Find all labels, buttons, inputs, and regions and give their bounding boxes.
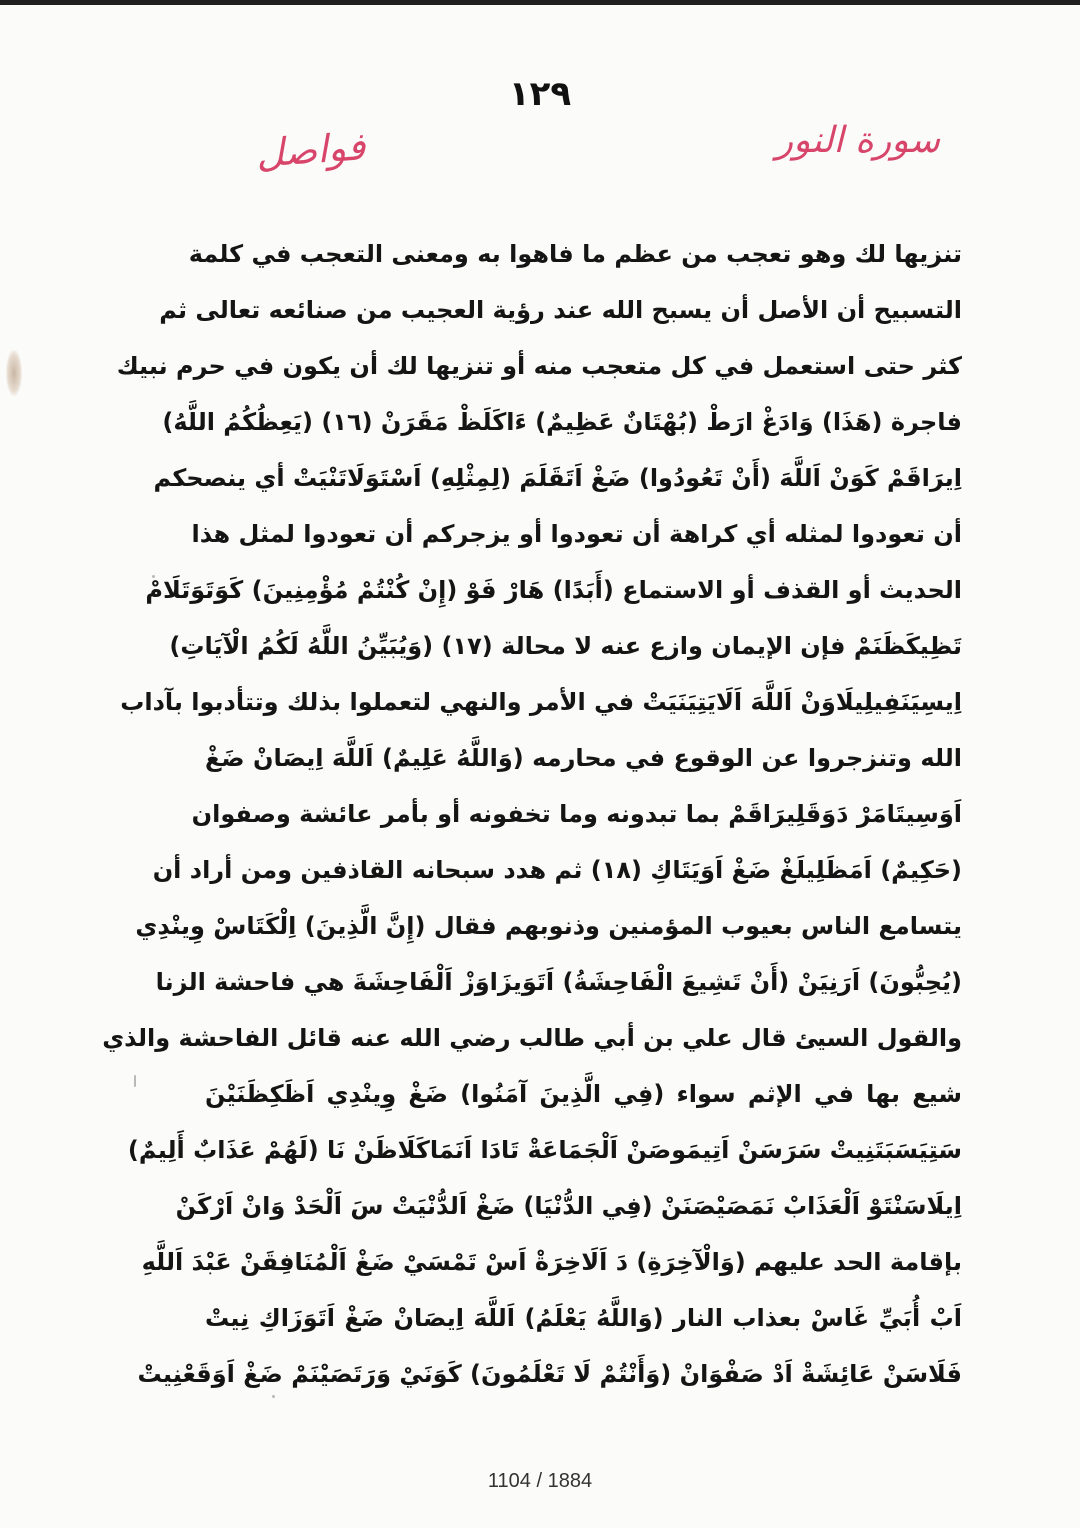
text-line: فَلَاسَنْ عَائِشَةْ اَدْ صَفْوَانْ (وَأَنْتُمْ لَا تَعْلَمُونَ) كَوَنَيْ وَرَتَصَيْنَمْ ضَغْ اَوَقَعْنِيتْ	[137, 1360, 962, 1388]
text-line: بإقامة الحد عليهم (وَالْآخِرَةِ) دَ اَلَاخِرَةْ اَسْ تَمْسَيْ ضَغْ اَلْمُنَافِقَنْ عَبْدَ اَللَّهِ	[141, 1248, 962, 1276]
page-counter: 1104 / 1884	[487, 1470, 593, 1492]
body-text-block	[102, 226, 962, 1402]
text-line: اِيلَاسَنْتَوْ اَلْعَذَابْ نَمَصَيْصَنَنْ (فِي الدُّنْيَا) ضَغْ اَلدُّنْيَتْ سَ اَلْحَدْ وَانْ اَرْكَنْ	[175, 1192, 962, 1220]
handwritten-surah-title: سورة النور	[775, 120, 940, 161]
scan-speck	[134, 1075, 136, 1087]
text-line: (حَكِيمٌ) اَمَظَلِيلَغْ ضَغْ اَوَيَتَاكِ (١٨) ثم هدد سبحانه القاذفين ومن أراد أن	[152, 856, 962, 884]
text-line: اِيسِيَنَفِيلِيلَاوَنْ اَللَّهَ اَلَايَتِيَنَيَتْ في الأمر والنهي لتعملوا بذلك وتتأدبوا بآداب	[120, 688, 962, 716]
text-line: تَظِيكَظَنَمْ فإن الإيمان وازع عنه لا محالة (١٧) (وَيُبَيِّنُ اللَّهُ لَكُمُ الْآيَاتِ)	[169, 632, 962, 660]
text-line: كثر حتى استعمل في كل متعجب منه أو تنزيها لك أن يكون في حرم نبيك	[116, 352, 962, 380]
text-line: اَبْ أُبَيِّ غَاسْ بعذاب النار (وَاللَّهُ يَعْلَمُ) اَللَّهَ اِيصَانْ ضَغْ اَتَوَزَاكِ نِيتْ	[205, 1304, 962, 1332]
top-border-rule	[0, 0, 1080, 5]
text-line: فاجرة (هَذَا) وَادَغْ ارَطْ (بُهْتَانٌ عَظِيمٌ) ءَاكَلَظْ مَقَرَنْ (١٦) (يَعِظُكُمُ اللَّهُ)	[162, 408, 962, 436]
text-line: شيع بها في الإثم سواء (فِي الَّذِينَ آمَنُوا) ضَغْ وِينْدِي اَظَكِظَنَيْنَ	[205, 1080, 962, 1108]
text-line: سَتِيَسَبَتَنِيتْ سَرَسَنْ اَتِيمَوصَنْ اَلْجَمَاعَةْ تَادَا اَنَمَاكَلَاظَنْ نَا (لَهُمْ عَذَابٌ أَلِيمٌ)	[127, 1136, 962, 1164]
text-line: اِيرَاقَمْ كَوَنْ اَللَّهَ (أَنْ تَعُودُوا) ضَغْ اَتَقَلَمَ (لِمِثْلِهِ) اَسْتَوَلَاتَنْيَتْ أي ينصحكم	[153, 464, 962, 492]
text-line: يتسامع الناس بعيوب المؤمنين وذنوبهم فقال (إِنَّ الَّذِينَ) اِلْكَتَاسْ وِينْدِي	[135, 912, 962, 940]
margin-stain	[6, 350, 22, 396]
text-line: تنزيها لك وهو تعجب من عظم ما فاهوا به ومعنى التعجب في كلمة	[188, 240, 962, 268]
text-line: والقول السيئ قال علي بن أبي طالب رضي الله عنه قائل الفاحشة والذي	[102, 1024, 962, 1052]
handwritten-fawasil-note: فواصل	[254, 124, 367, 176]
text-line: التسبيح أن الأصل أن يسبح الله عند رؤية العجيب من صنائعه تعالى ثم	[159, 296, 962, 324]
text-line: الحديث أو القذف أو الاستماع (أَبَدًا) هَارْ فَوْ (إِنْ كُنْتُمْ مُؤْمِنِينَ) كَوَتَوَتَلَامْ	[145, 576, 962, 604]
text-line: الله وتنزجروا عن الوقوع في محارمه (وَاللَّهُ عَلِيمٌ) اَللَّهَ اِيصَانْ ضَغْ	[205, 744, 962, 772]
text-line: أن تعودوا لمثله أي كراهة أن تعودوا أو يزجركم أن تعودوا لمثل هذا	[191, 520, 962, 548]
text-line: اَوَسِيتَامَرْ دَوَقَلِيرَاقَمْ بما تبدونه وما تخفونه أو بأمر عائشة وصفوان	[191, 800, 962, 828]
text-line: (يُحِبُّونَ) اَرَنِيَنْ (أَنْ تَشِيعَ الْفَاحِشَةُ) اَتَوَيزَاوَزْ اَلْفَاحِشَةَ هي فاحشة الزنا	[155, 968, 962, 996]
page-number: ١٢٩	[508, 74, 572, 114]
